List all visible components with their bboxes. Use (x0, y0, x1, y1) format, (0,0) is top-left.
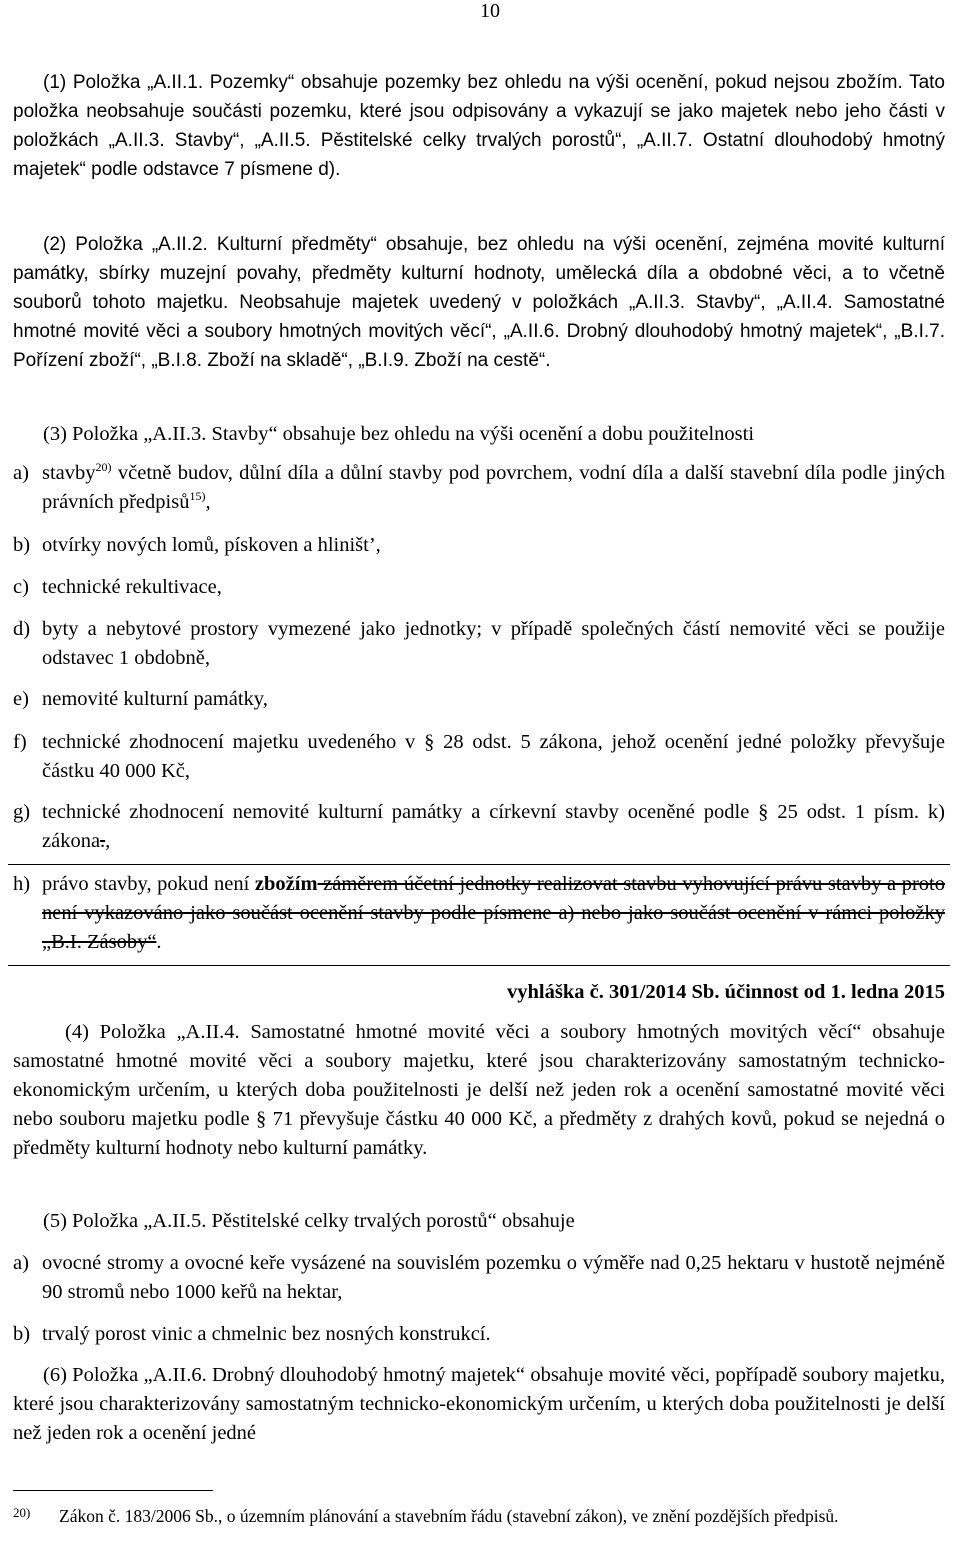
list-item-3b: b) otvírky nových lomů, pískoven a hliništ’, (13, 531, 945, 560)
decree-note: vyhláška č. 301/2014 Sb. účinnost od 1. ledna 2015 (507, 981, 945, 1003)
paragraph-5-intro: (5) Položka „A.II.5. Pěstitelské celky trvalých porostů“ obsahuje (43, 1210, 575, 1232)
list-item-3c: c) technické rekultivace, (13, 573, 945, 602)
item-text: technické zhodnocení nemovité kulturní památky a církevní stavby oceněné podle § 25 odst. 1 písm. k) zákona., (42, 801, 945, 852)
paragraph-2: (2) Položka „A.II.2. Kulturní předměty“ obsahuje, bez ohledu na výši ocenění, zejména movité kulturní památky, sbírky muzejní povahy, předměty kulturní hodnoty, umělecká díla a obdobné věci, a to včetně souborů tohoto majetku. Neobsahuje majetek uvedený v položkách „A.II.3. Stavby“, „A.II.4. Samostatné hmotné movité věci a soubory hmotných movitých věcí“, „A.II.6. Drobný dlouhodobý hmotný majetek“, „B.I.7. Pořízení zboží“, „B.I.8. Zboží na skladě“, „B.I.9. Zboží na cestě“. (13, 234, 945, 371)
list-item-5a: a) ovocné stromy a ovocné keře vysázené na souvislém pozemku o výměře nad 0,25 hektaru v hustotě nejméně 90 stromů nebo 1000 keřů na hektar, (13, 1249, 945, 1307)
list-item-3e: e) nemovité kulturní památky, (13, 685, 945, 714)
list-item-3h: h) právo stavby, pokud není zbožím záměrem účetní jednotky realizovat stavbu vyhovující právu stavby a proto není vykazováno jako součást ocenění stavby podle písmene a) nebo jako součást ocenění v rámci položky „B.I. Zásoby“. (13, 870, 945, 957)
item-text: ovocné stromy a ovocné keře vysázené na souvislém pozemku o výměře nad 0,25 hektaru v hustotě nejméně 90 stromů nebo 1000 keřů na hektar, (42, 1252, 945, 1303)
list-item-5b: b) trvalý porost vinic a chmelnic bez nosných konstrukcí. (13, 1320, 945, 1349)
list-item-3f: f) technické zhodnocení majetku uvedeného v § 28 odst. 5 zákona, jehož ocenění jedné položky převyšuje částku 40 000 Kč, (13, 728, 945, 786)
bold-text: zbožím (254, 873, 318, 895)
paragraph-1: (1) Položka „A.II.1. Pozemky“ obsahuje pozemky bez ohledu na výši ocenění, pokud nejsou zbožím. Tato položka neobsahuje součásti pozemku, které jsou odpisovány a vykazují se jako majetek nebo jeho části v položkách „A.II.3. Stavby“, „A.II.5. Pěstitelské celky trvalých porostů“, „A.II.7. Ostatní dlouhodobý hmotný majetek“ podle odstavce 7 písmene d). (13, 72, 945, 180)
struck-text: . (100, 830, 106, 852)
paragraph-3-intro: (3) Položka „A.II.3. Stavby“ obsahuje bez ohledu na výši ocenění a dobu použitelnosti (43, 423, 755, 445)
list-item-3a (13, 459, 945, 517)
item-text: právo stavby, pokud není zbožím záměrem účetní jednotky realizovat stavbu vyhovující právu stavby a proto není vykazováno jako součást ocenění stavby podle písmene a) nebo jako součást ocenění v rámci položky „B.I. Zásoby“. (42, 873, 946, 953)
footnote (13, 1504, 945, 1529)
item-text: byty a nebytové prostory vymezené jako jednotky; v případě společných částí nemovité věci se použije odstavec 1 obdobně, (42, 618, 945, 669)
footnote-divider (13, 1490, 213, 1491)
item-text: nemovité kulturní památky, (42, 688, 268, 710)
list-item-3d: d) byty a nebytové prostory vymezené jako jednotky; v případě společných částí nemovité věci se použije odstavec 1 obdobně, (13, 615, 945, 673)
item-text: technické rekultivace, (42, 576, 222, 598)
item-text: otvírky nových lomů, pískoven a hliništ’, (42, 534, 381, 556)
item-text: trvalý porost vinic a chmelnic bez nosných konstrukcí. (42, 1323, 491, 1345)
footnote-label: 20) (13, 1505, 31, 1520)
paragraph-4: (4) Položka „A.II.4. Samostatné hmotné movité věci a soubory hmotných movitých věcí“ obsahuje samostatné hmotné movité věci a soubory majetku, které jsou charakterizovány samostatným technicko-ekonomickým určením, u kterých doba použitelnosti je delší než jeden rok a ocenění samostatné movité věci nebo souboru majetku podle § 71 převyšuje částku 40 000 Kč, a předměty z drahých kovů, pokud se nejedná o předměty kulturní hodnoty nebo kulturní památky. (13, 1021, 945, 1159)
paragraph-6: (6) Položka „A.II.6. Drobný dlouhodobý hmotný majetek“ obsahuje movité věci, popřípadě soubory majetku, které jsou charakterizovány samostatným technicko-ekonomickým určením, u kterých doba použitelnosti je delší než jeden rok a ocenění jedné (13, 1364, 945, 1444)
item-text: technické zhodnocení majetku uvedeného v § 28 odst. 5 zákona, jehož ocenění jedné položky převyšuje částku 40 000 Kč, (42, 731, 945, 782)
item-label: a) (13, 462, 29, 484)
page-number: 10 (480, 0, 500, 22)
struck-text: záměrem účetní jednotky realizovat stavbu vyhovující právu stavby a proto není vykazováno jako součást ocenění stavby podle písmene a) nebo jako součást ocenění v rámci položky „B.I. Zásoby“ (42, 873, 946, 953)
item-text: stavby$^{20)}$ včetně budov, důlní díla a důlní stavby pod povrchem, vodní díla a další stavební díla podle jiných právních předpisů$^{15)}$, (42, 460, 945, 513)
list-item-3g: g) technické zhodnocení nemovité kulturní památky a církevní stavby oceněné podle § 25 odst. 1 písm. k) zákona., (13, 798, 945, 856)
footnote-text: Zákon č. 183/2006 Sb., o územním plánování a stavebním řádu (stavební zákon), ve znění pozdějších předpisů. (59, 1506, 839, 1526)
